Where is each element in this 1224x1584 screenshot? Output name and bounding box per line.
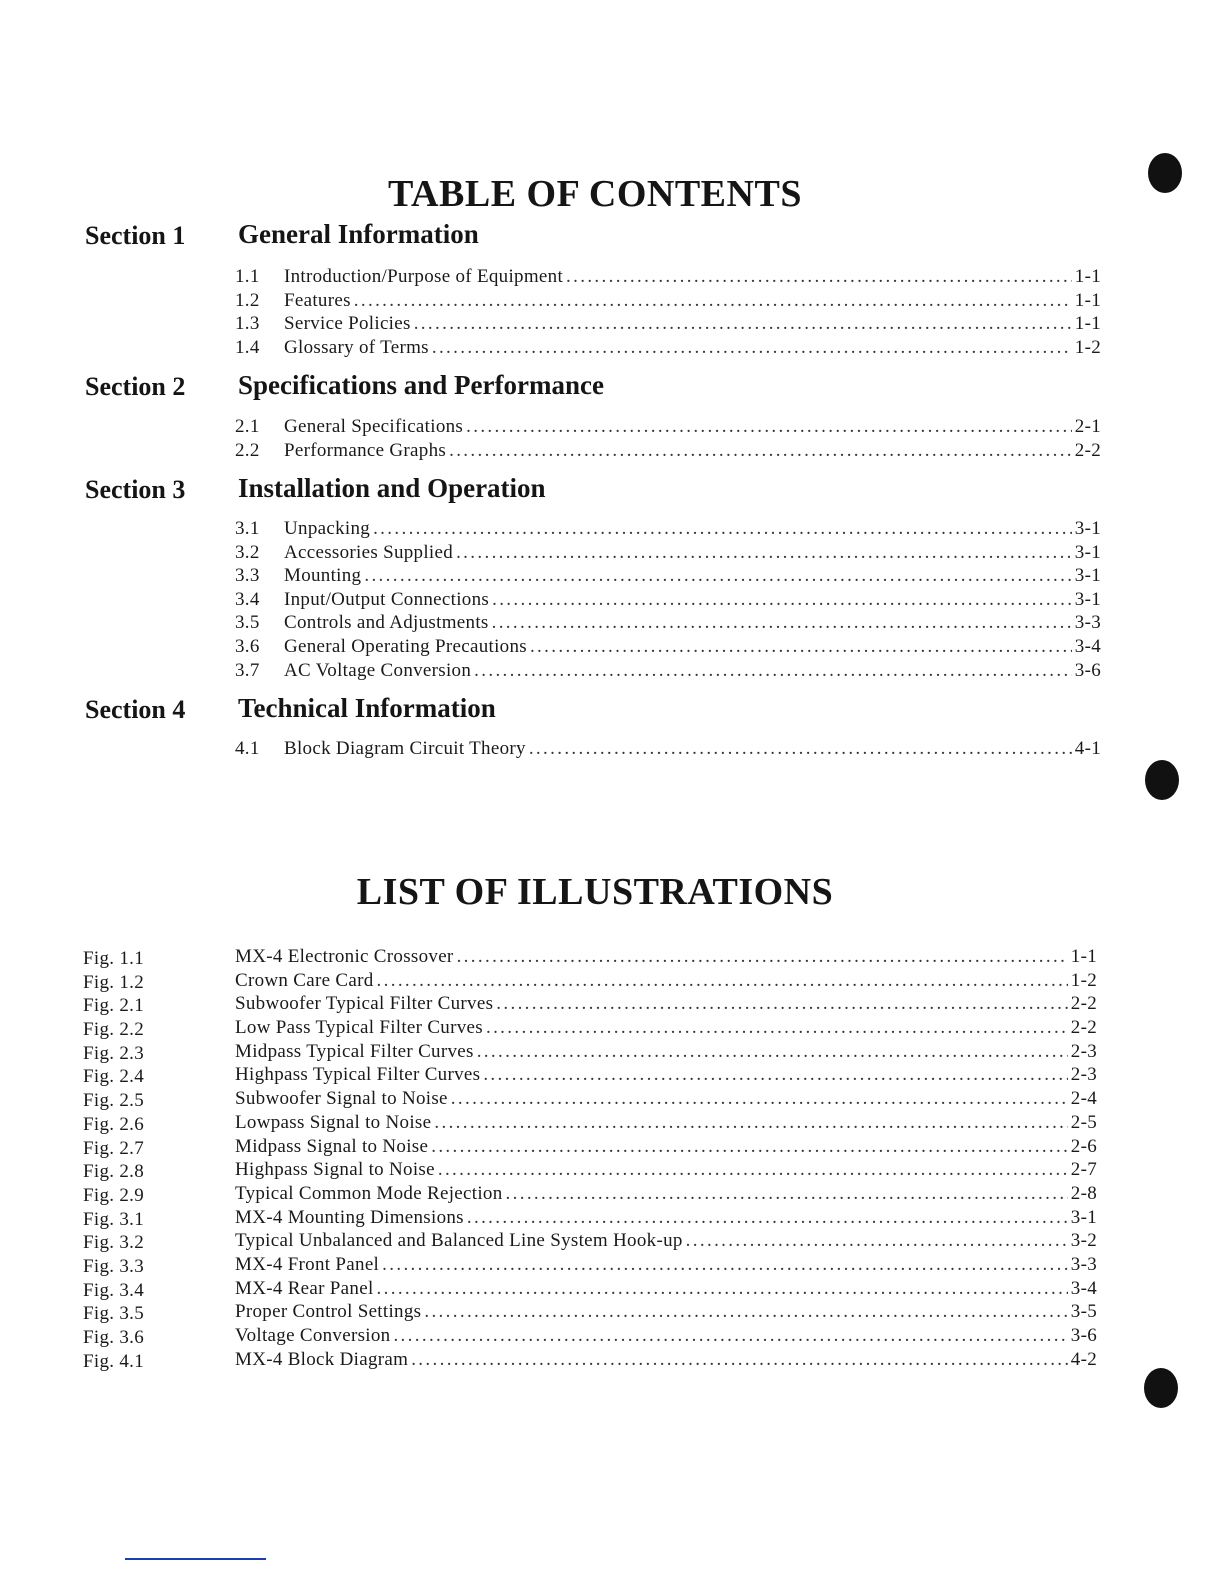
dot-leader: [451, 1088, 1068, 1110]
entry-page: 1-1: [1074, 313, 1101, 335]
entry-text: Accessories Supplied: [284, 541, 454, 563]
toc-entry[interactable]: [235, 440, 1101, 464]
dot-leader: [449, 440, 1072, 462]
entry-text: General Operating Precautions: [284, 635, 527, 657]
dot-leader: [424, 1301, 1067, 1323]
entry-number: 1.4: [235, 336, 260, 358]
dot-leader: [492, 612, 1072, 634]
figure-labels: [83, 948, 203, 1374]
figure-page: 2-3: [1070, 1040, 1097, 1062]
figure-label: Fig. 2.6: [83, 1113, 144, 1135]
figure-page: 4-2: [1070, 1348, 1097, 1370]
figure-label: Fig. 1.1: [83, 948, 144, 969]
figure-text: Subwoofer Typical Filter Curves: [235, 993, 494, 1015]
figure-text: MX-4 Rear Panel: [235, 1277, 374, 1299]
punch-hole-bottom: [1144, 1368, 1178, 1408]
figure-entry[interactable]: [235, 1183, 1097, 1207]
toc-entry[interactable]: [235, 266, 1101, 290]
figure-entry[interactable]: [235, 1159, 1097, 1183]
entry-page: 3-4: [1074, 635, 1101, 657]
section-2-title: Specifications and Performance: [238, 370, 604, 400]
figure-entry[interactable]: [235, 1041, 1097, 1065]
toc-entry[interactable]: [235, 518, 1101, 542]
toc-entry[interactable]: [235, 636, 1101, 660]
dot-leader: [486, 1017, 1068, 1039]
toc-title: TABLE OF CONTENTS: [388, 173, 802, 215]
figure-label: Fig. 2.1: [83, 995, 144, 1017]
entry-text: Introduction/Purpose of Equipment: [284, 266, 564, 287]
figure-page: 3-3: [1070, 1253, 1097, 1275]
toc-entry[interactable]: [235, 290, 1101, 314]
dot-leader: [373, 518, 1072, 540]
footer-rule: [125, 1558, 266, 1560]
figure-page: 2-5: [1070, 1111, 1097, 1133]
figure-page: 2-4: [1070, 1088, 1097, 1110]
entry-number: 3.3: [235, 565, 260, 587]
entry-text: Mounting: [284, 565, 362, 587]
figure-text: Highpass Signal to Noise: [235, 1159, 435, 1181]
entry-number: 3.2: [235, 541, 260, 563]
figure-page: 2-8: [1070, 1182, 1097, 1204]
section-3-entries: [235, 518, 1101, 683]
section-2-entries: [235, 416, 1101, 463]
figure-page: 2-7: [1070, 1159, 1097, 1181]
figure-text: Midpass Signal to Noise: [235, 1135, 429, 1157]
figure-text: Highpass Typical Filter Curves: [235, 1064, 481, 1086]
figure-text: Typical Unbalanced and Balanced Line System Hook-up: [235, 1230, 683, 1252]
figure-label: Fig. 2.7: [83, 1137, 144, 1159]
figure-entry[interactable]: [235, 1254, 1097, 1278]
entry-number: 2.2: [235, 439, 260, 461]
figure-label: Fig. 3.3: [83, 1255, 144, 1277]
entry-page: 1-2: [1074, 336, 1101, 358]
dot-leader: [483, 1064, 1067, 1086]
dot-leader: [438, 1159, 1068, 1181]
entry-page: 1-1: [1074, 289, 1101, 311]
dot-leader: [506, 1183, 1068, 1205]
entry-number: 3.7: [235, 659, 260, 681]
entry-text: Input/Output Connections: [284, 588, 490, 610]
toc-entry[interactable]: [235, 612, 1101, 636]
figure-label: Fig. 2.4: [83, 1066, 144, 1088]
entry-number: 1.3: [235, 313, 260, 335]
figure-page: 3-2: [1070, 1230, 1097, 1252]
entry-number: 3.1: [235, 518, 260, 539]
figure-entry[interactable]: [235, 1301, 1097, 1325]
dot-leader: [474, 660, 1072, 682]
entry-page: 3-1: [1074, 588, 1101, 610]
dot-leader: [354, 290, 1072, 312]
figure-text: Typical Common Mode Rejection: [235, 1182, 503, 1204]
dot-leader: [414, 313, 1072, 335]
section-4-entries: [235, 738, 1101, 762]
toc-entry[interactable]: [235, 589, 1101, 613]
toc-entry[interactable]: [235, 565, 1101, 589]
figure-text: Subwoofer Signal to Noise: [235, 1088, 448, 1110]
figure-label: Fig. 2.5: [83, 1090, 144, 1112]
entry-text: Unpacking: [284, 518, 371, 539]
dot-leader: [411, 1349, 1068, 1371]
figure-text: Crown Care Card: [235, 969, 374, 991]
figure-entry[interactable]: [235, 1088, 1097, 1112]
figure-entry[interactable]: [235, 1230, 1097, 1254]
figure-entries: [235, 946, 1097, 1372]
figure-page: 3-1: [1070, 1206, 1097, 1228]
section-1-label: Section 1: [85, 221, 186, 250]
figure-text: MX-4 Mounting Dimensions: [235, 1206, 464, 1228]
entry-text: Glossary of Terms: [284, 336, 429, 358]
entry-page: 3-1: [1074, 541, 1101, 563]
entry-page: 2-2: [1074, 439, 1101, 461]
dot-leader: [377, 970, 1068, 992]
dot-leader: [566, 266, 1072, 288]
entry-page: 1-1: [1074, 266, 1101, 287]
entry-number: 1.1: [235, 266, 260, 287]
toc-entry[interactable]: [235, 660, 1101, 684]
section-4-label: Section 4: [85, 695, 186, 724]
figure-entry[interactable]: [235, 970, 1097, 994]
dot-leader: [686, 1230, 1068, 1252]
figure-entry[interactable]: [235, 1112, 1097, 1136]
dot-leader: [377, 1278, 1068, 1300]
dot-leader: [456, 542, 1072, 564]
dot-leader: [434, 1112, 1067, 1134]
toc-entry[interactable]: [235, 738, 1101, 762]
entry-page: 4-1: [1074, 738, 1101, 759]
entry-number: 3.6: [235, 635, 260, 657]
figure-entry[interactable]: [235, 1017, 1097, 1041]
entry-text: Service Policies: [284, 313, 411, 335]
dot-leader: [382, 1254, 1068, 1276]
figure-text: MX-4 Block Diagram: [235, 1348, 409, 1370]
figure-text: Proper Control Settings: [235, 1301, 422, 1323]
figure-label: Fig. 3.1: [83, 1208, 144, 1230]
figure-page: 1-1: [1070, 946, 1097, 967]
toc-entry[interactable]: [235, 416, 1101, 440]
dot-leader: [467, 1207, 1068, 1229]
figure-entry[interactable]: [235, 1325, 1097, 1349]
figure-text: Voltage Conversion: [235, 1325, 391, 1346]
figure-text: MX-4 Electronic Crossover: [235, 946, 454, 967]
figure-page: 3-4: [1070, 1277, 1097, 1299]
dot-leader: [432, 337, 1072, 359]
entry-page: 2-1: [1074, 416, 1101, 437]
entry-page: 3-6: [1074, 659, 1101, 681]
figure-page: 1-2: [1070, 969, 1097, 991]
entry-text: Performance Graphs: [284, 439, 447, 461]
section-1-entries: [235, 266, 1101, 360]
entry-number: 1.2: [235, 289, 260, 311]
entry-number: 3.5: [235, 612, 260, 634]
toc-entry[interactable]: [235, 337, 1101, 361]
punch-hole-middle: [1145, 760, 1179, 800]
dot-leader: [393, 1325, 1067, 1347]
figure-label: Fig. 2.2: [83, 1019, 144, 1041]
entry-text: Controls and Adjustments: [284, 612, 489, 634]
dot-leader: [457, 946, 1068, 968]
toc-entry[interactable]: [235, 313, 1101, 337]
entry-text: Block Diagram Circuit Theory: [284, 738, 526, 759]
entry-text: AC Voltage Conversion: [284, 659, 472, 681]
dot-leader: [466, 416, 1072, 438]
figure-entry[interactable]: [235, 1064, 1097, 1088]
section-3-label: Section 3: [85, 475, 186, 504]
figure-page: 2-2: [1070, 993, 1097, 1015]
figure-entry[interactable]: [235, 993, 1097, 1017]
dot-leader: [477, 1041, 1068, 1063]
section-4-title: Technical Information: [238, 693, 496, 723]
figure-text: MX-4 Front Panel: [235, 1253, 380, 1275]
figure-label: Fig. 2.9: [83, 1184, 144, 1206]
entry-page: 3-1: [1074, 565, 1101, 587]
figure-label: Fig. 4.1: [83, 1350, 144, 1372]
section-3-title: Installation and Operation: [238, 473, 546, 503]
figure-text: Midpass Typical Filter Curves: [235, 1040, 474, 1062]
figure-text: Lowpass Signal to Noise: [235, 1111, 432, 1133]
figure-label: Fig. 3.6: [83, 1327, 144, 1348]
entry-number: 4.1: [235, 738, 260, 759]
dot-leader: [364, 565, 1071, 587]
illustrations-title: LIST OF ILLUSTRATIONS: [356, 871, 834, 913]
entry-number: 2.1: [235, 416, 260, 437]
figure-label: Fig. 2.8: [83, 1161, 144, 1183]
section-1-title: General Information: [238, 219, 479, 249]
entry-number: 3.4: [235, 588, 260, 610]
figure-entry[interactable]: [235, 946, 1097, 970]
figure-page: 3-5: [1070, 1301, 1097, 1323]
dot-leader: [492, 589, 1072, 611]
entry-page: 3-3: [1074, 612, 1101, 634]
dot-leader: [431, 1136, 1068, 1158]
figure-entry[interactable]: [235, 1278, 1097, 1302]
section-2-label: Section 2: [85, 372, 186, 401]
figure-page: 2-2: [1070, 1017, 1097, 1039]
figure-label: Fig. 3.5: [83, 1303, 144, 1325]
figure-label: Fig. 3.4: [83, 1279, 144, 1301]
figure-label: Fig. 1.2: [83, 971, 144, 993]
figure-text: Low Pass Typical Filter Curves: [235, 1017, 483, 1039]
figure-page: 2-6: [1070, 1135, 1097, 1157]
dot-leader: [530, 636, 1072, 658]
entry-page: 3-1: [1074, 518, 1101, 539]
toc-entry[interactable]: [235, 542, 1101, 566]
figure-entry[interactable]: [235, 1136, 1097, 1160]
figure-page: 2-3: [1070, 1064, 1097, 1086]
dot-leader: [529, 738, 1072, 760]
figure-page: 3-6: [1070, 1325, 1097, 1346]
entry-text: General Specifications: [284, 416, 464, 437]
figure-entry[interactable]: [235, 1207, 1097, 1231]
figure-entry[interactable]: [235, 1349, 1097, 1373]
dot-leader: [496, 993, 1067, 1015]
figure-label: Fig. 3.2: [83, 1232, 144, 1254]
entry-text: Features: [284, 289, 351, 311]
figure-label: Fig. 2.3: [83, 1042, 144, 1064]
